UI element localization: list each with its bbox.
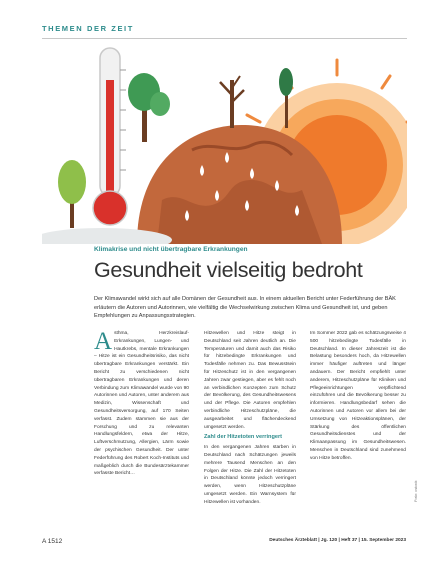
article-headline: Gesundheit vielseitig bedroht: [94, 258, 363, 282]
column-3-text: Im Sommer 2022 gab es schätzungsweise 4 500 hitzebedingte Todesfälle in Deutschland. In dieser Jahreszeit ist die Belastung besonders hoch, da Hitzewellen immer häufiger auftreten und länger andauern. Der Bericht empfiehlt unter anderem, Hitzeschutzpläne für Kliniken und Pflegeeinrichtungen verpflichtend einzuführen und die Bevölkerung besser zu informieren.: [310, 331, 406, 407]
text-column-2: [204, 330, 296, 507]
drop-cap: A: [94, 330, 113, 355]
article-kicker: Klimakrise und nicht übertragbare Erkrankungen: [94, 246, 248, 253]
page-number: A 1512: [42, 538, 63, 545]
column-1-text: sthma, Herzkreislauf-Erkrankungen, Lungen- und Hautkrebs, mentale Erkrankungen – Hitze ist ein Gesundheitsrisiko, das nicht übertragbare Erkrankungen verstärkt. Ein Bericht zu verschiedenen nicht übertragbaren Erkrankungen und deren Verbindung zum Klimawandel wurde von 90 Autorinnen und Autoren, unter anderem aus Medizin, Wissenschaft und Gesundheitsversorgung, auf 170 Seiten verfasst. Zudem stammen sie aus der Forschung und zu relevanten Handlungsfeldern, etwa der Hitze, Luftverschmutzung, Allergien, Lärm sowie der psychischen Gesundheit. Der unter Federführung des Robert Koch-Instituts und maßgeblich durch die Bundesärztekammer verfasste Bericht…: [94, 331, 189, 477]
journal-footer: Deutsches Ärzteblatt | Jg. 120 | Heft 37 | 15. September 2023: [269, 538, 406, 543]
rubric-divider: [42, 38, 407, 39]
text-column-1: [94, 330, 189, 478]
column-3-text-continued: Handlungsbedarf sehen die Autorinnen und Autoren vor allem bei der Umsetzung von Hitzeaktionsplänen, der Stärkung des öffentlichen Gesundheitsdienstes und der Klimaanpassung im Gesundheitswesen. Menschen in Deutschland sind zunehmend von Hitze betroffen.: [310, 401, 406, 461]
column-2-text-continued: In den vergangenen Jahren starben in Deutschland nach Schätzungen jeweils mehrere Tausend Menschen an den Folgen der Hitze. Die Zahl der Hitzetoten in Deutschland könnte jedoch verringert werden, wenn Hitzeschutzpläne umgesetzt werden. Ein Warnsystem für Hitzewellen ist vorhanden.: [204, 445, 296, 505]
column-2-subhead: Zahl der Hitzetoten verringert: [204, 434, 283, 441]
article-body: [94, 330, 406, 525]
rubric: THEMEN DER ZEIT: [42, 24, 134, 33]
column-2-text: Hitzewellen und Hitze steigt in Deutschland seit Jahren deutlich an. Die Temperaturen und damit auch das Risiko für hitzebedingte Erkrankungen und Todesfälle nehmen zu. Das Bewusstsein für Hitzeschutz ist in den vergangenen Jahren zwar gestiegen, aber es fehlt noch an verbindlichen Konzepten zum Schutz der Bevölkerung, des Gesundheitswesens und der Pflege. Die Autoren empfehlen verbindliche Hitzeschutzpläne, die ausgearbeitet und flächendeckend umgesetzt werden.: [204, 331, 296, 430]
thermometer-icon: [93, 48, 127, 225]
article-lead: Der Klimawandel wirkt sich auf alle Domänen der Gesundheit aus. In einem aktuellen Bericht unter Federführung der BÄK erläutern die Autoren und Autorinnen, wie vielfältig die Wechselwirkung zwischen Klima und Gesundheit ist, und geben Empfehlungen zu Anpassungsstrategien.: [94, 296, 396, 320]
text-column-3: [310, 330, 406, 463]
photo-credit: Foto: cstock: [413, 480, 418, 502]
climate-illustration: [42, 40, 407, 244]
